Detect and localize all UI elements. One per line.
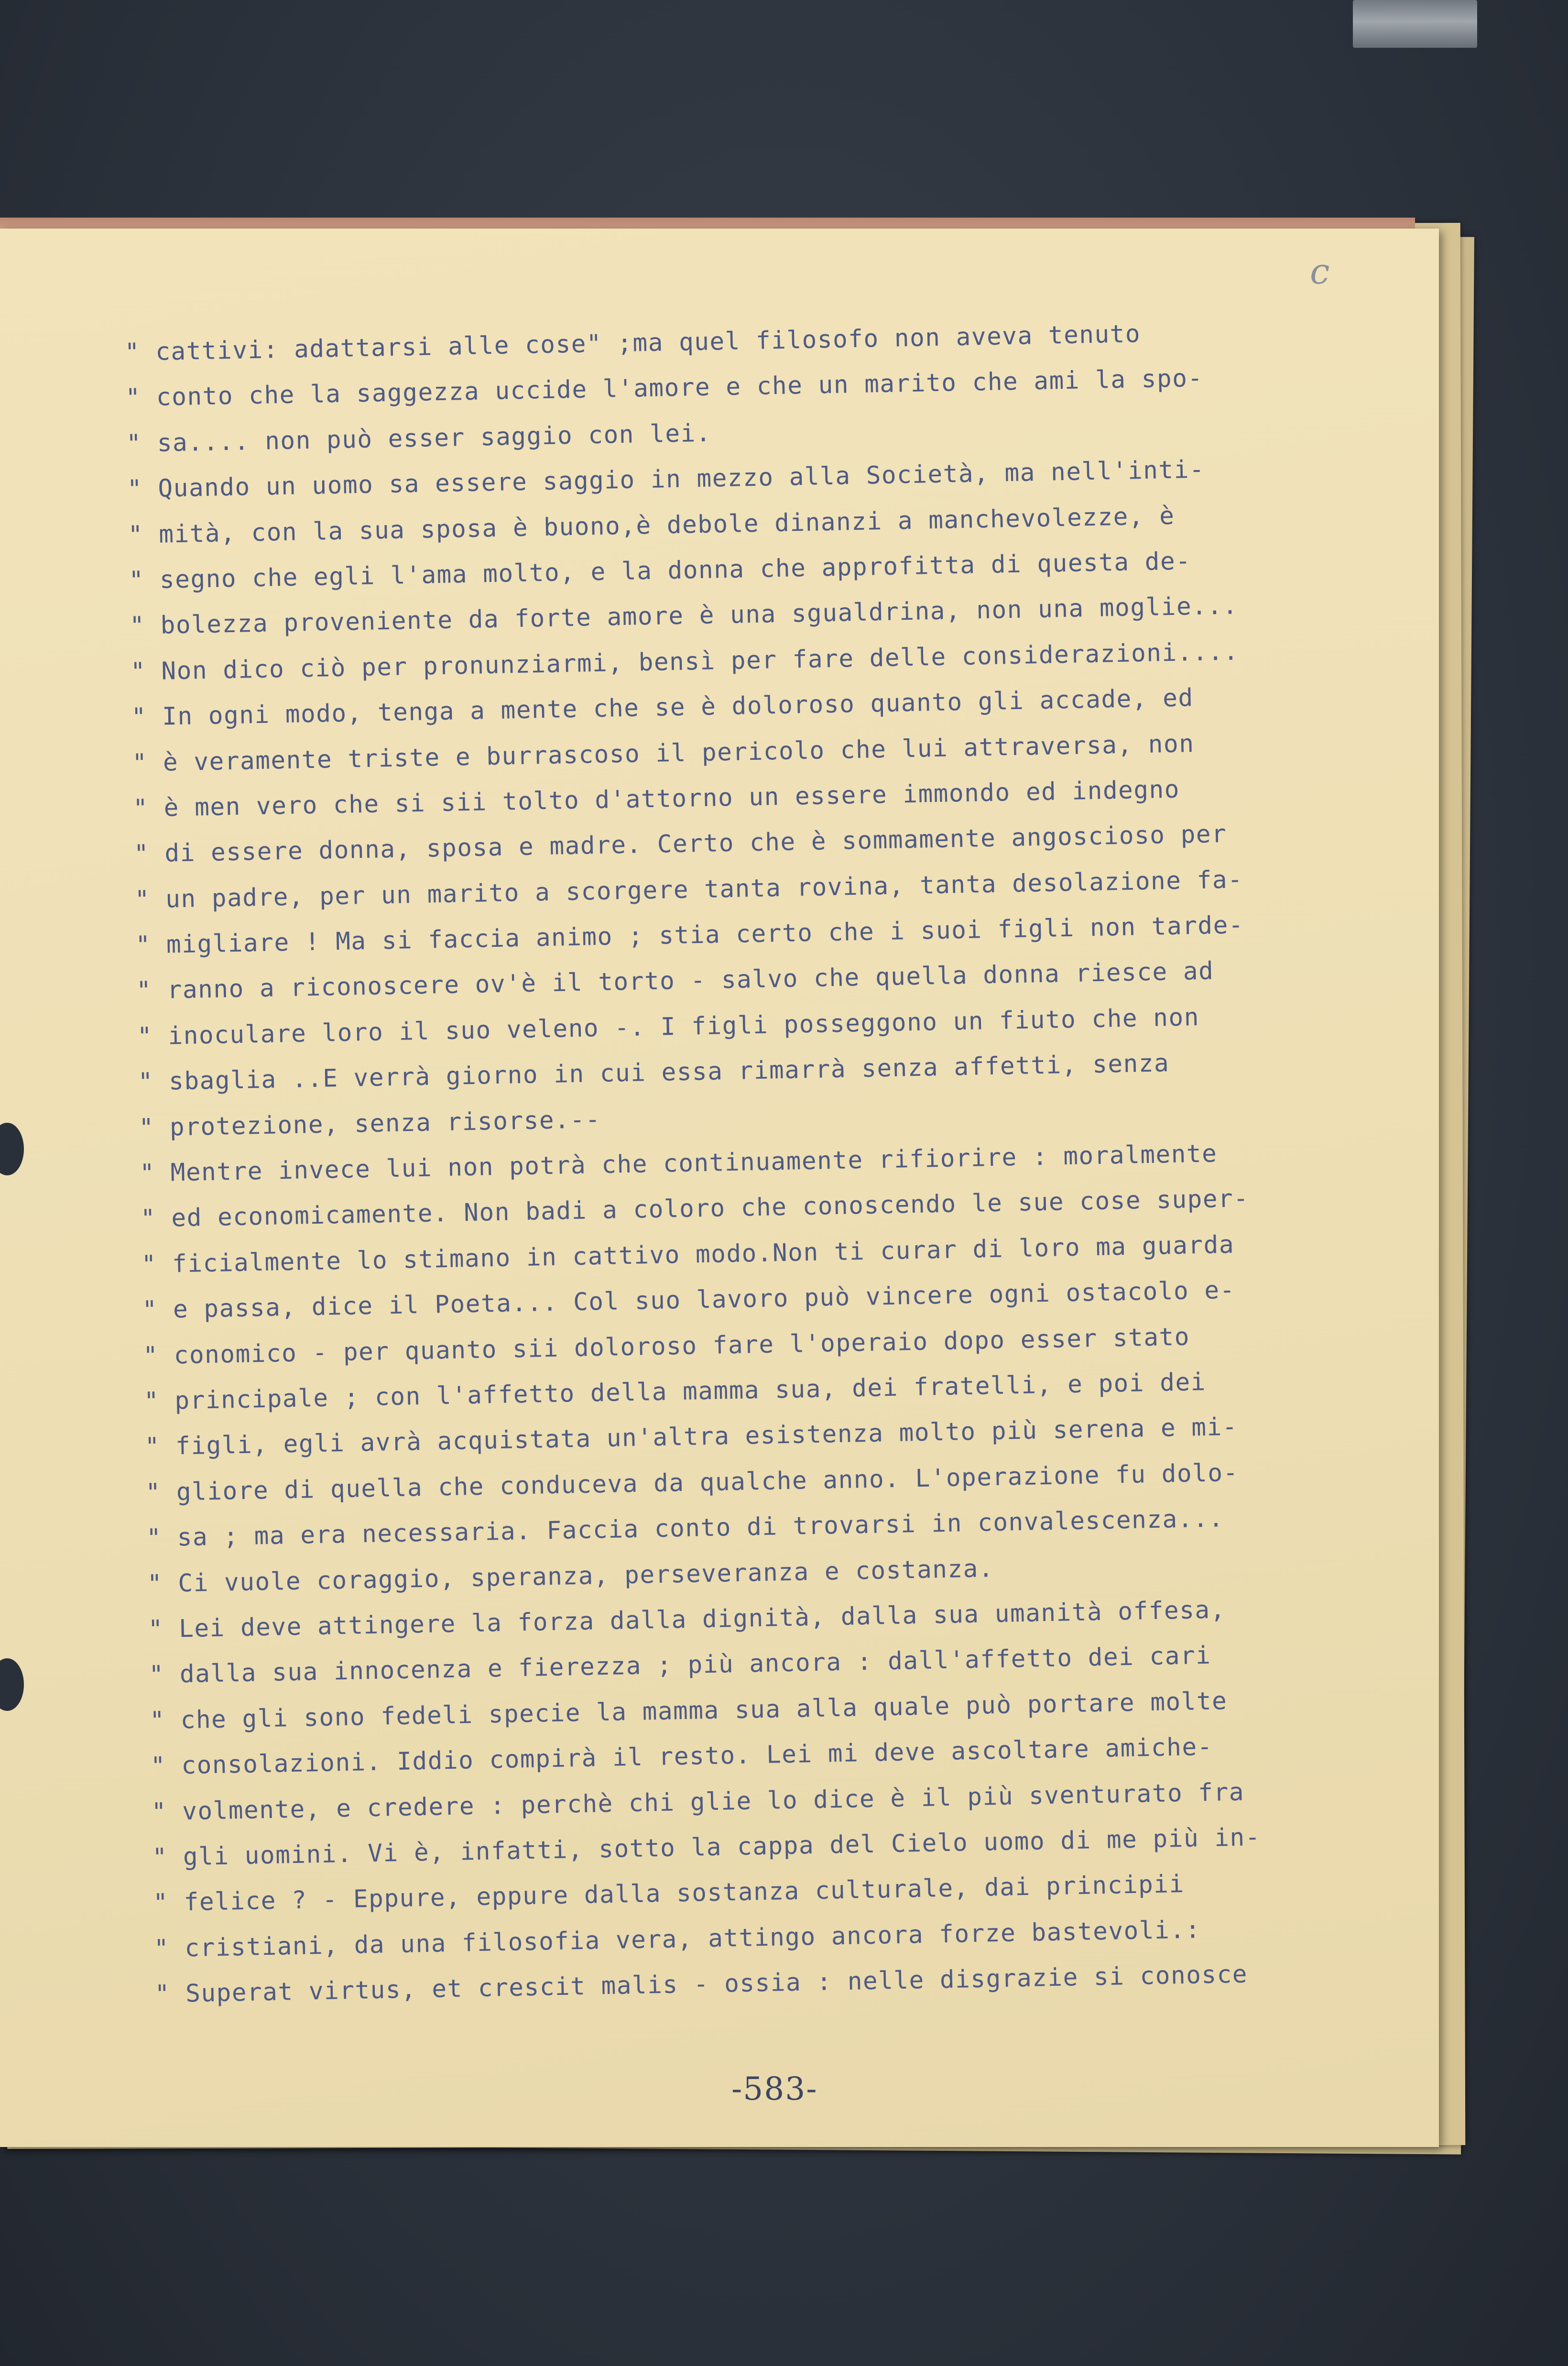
- text-line: " che gli sono fedeli specie la mamma sua alla quale può portare molte: [149, 1687, 1228, 1735]
- text-line: " migliare ! Ma si faccia animo ; stia certo che i suoi figli non tarde-: [135, 911, 1244, 960]
- text-line: " ranno a riconoscere ov'è il torto - salvo che quella donna riesce ad: [136, 957, 1214, 1006]
- text-line: " gliore di quella che conduceva da qualche anno. L'operazione fu dolo-: [145, 1458, 1239, 1507]
- text-line: " un padre, per un marito a scorgere tanta rovina, tanta desolazione fa-: [134, 865, 1243, 914]
- text-line: " è veramente triste e burrascoso il pericolo che lui attraversa, non: [132, 729, 1195, 778]
- text-line: " protezione, senza risorse.--: [139, 1105, 601, 1142]
- text-line: " conomico - per quanto sii doloroso fare l'operaio dopo esser stato: [142, 1323, 1190, 1370]
- text-line: " gli uomini. Vi è, infatti, sotto la cappa del Cielo uomo di me più in-: [152, 1823, 1261, 1872]
- text-line: " Mentre invece lui non potrà che continuamente rifiorire : moralmente: [139, 1139, 1218, 1188]
- text-line: " volmente, e credere : perchè chi glie lo dice è il più sventurato fra: [151, 1778, 1245, 1826]
- punch-hole: [0, 1658, 24, 1711]
- text-line: " figli, egli avrà acquistata un'altra esistenza molto più serena e mi-: [144, 1413, 1238, 1461]
- text-line: " Superat virtus, et crescit malis - ossia : nelle disgrazie si conosce: [154, 1960, 1248, 2009]
- text-line: " Quando un uomo sa essere saggio in mezzo alla Società, ma nell'inti-: [127, 455, 1205, 504]
- text-line: " Ci vuole coraggio, speranza, perseveranza e costanza.: [147, 1554, 994, 1599]
- tape-strip: [1353, 0, 1477, 48]
- text-line: " sa ; ma era necessaria. Faccia conto di trovarsi in convalescenza...: [146, 1504, 1224, 1553]
- text-line: " felice ? - Eppure, eppure dalla sostanza culturale, dai principii: [152, 1870, 1185, 1917]
- text-line: " mità, con la sua sposa è buono,è debole dinanzi a manchevolezze, è: [128, 502, 1175, 549]
- text-line: " Non dico ciò per pronunziarmi, bensì per fare delle considerazioni....: [130, 637, 1239, 686]
- text-line: " cristiani, da una filosofia vera, attingo ancora forze bastevoli.:: [153, 1915, 1201, 1963]
- text-line: " segno che egli l'ama molto, e la donna che approfitta di questa de-: [129, 547, 1191, 595]
- text-line: " conto che la saggezza uccide l'amore e che un marito che ami la spo-: [125, 364, 1204, 413]
- text-line: " di essere donna, sposa e madre. Certo che è sommamente angoscioso per: [133, 820, 1227, 869]
- text-line: " sbaglia ..E verrà giorno in cui essa rimarrà senza affetti, senza: [138, 1049, 1170, 1096]
- typewritten-text: [124, 307, 1446, 2017]
- text-line: " principale ; con l'affetto della mamma sua, dei fratelli, e poi dei: [143, 1368, 1207, 1416]
- punch-hole: [0, 1123, 24, 1175]
- corner-mark: c: [1310, 251, 1330, 292]
- text-line: " In ogni modo, tenga a mente che se è doloroso quanto gli accade, ed: [131, 684, 1194, 732]
- text-line: " e passa, dice il Poeta... Col suo lavoro può vincere ogni ostacolo e-: [142, 1276, 1236, 1325]
- text-line: " consolazioni. Iddio compirà il resto. Lei mi deve ascoltare amiche-: [150, 1732, 1213, 1781]
- page-number: -583-: [731, 2070, 818, 2107]
- text-line: " sa.... non può esser saggio con lei.: [126, 419, 712, 458]
- text-line: " Lei deve attingere la forza dalla dignità, dalla sua umanità offesa,: [148, 1596, 1226, 1644]
- text-line: " inoculare loro il suo veleno -. I figli posseggono un fiuto che non: [137, 1003, 1200, 1051]
- text-line: " dalla sua innocenza e fierezza ; più ancora : dall'affetto dei cari: [149, 1642, 1211, 1689]
- text-line: " bolezza proveniente da forte amore è una sgualdrina, non una moglie...: [129, 592, 1239, 641]
- text-line: " è men vero che si sii tolto d'attorno un essere immondo ed indegno: [132, 775, 1180, 823]
- text-line: " ficialmente lo stimano in cattivo modo.Non ti curar di loro ma guarda: [141, 1230, 1235, 1279]
- text-line: " ed economicamente. Non badi a coloro che conoscendo le sue cose super-: [140, 1184, 1249, 1234]
- text-line: " cattivi: adattarsi alle cose" ;ma quel filosofo non aveva tenuto: [124, 320, 1141, 367]
